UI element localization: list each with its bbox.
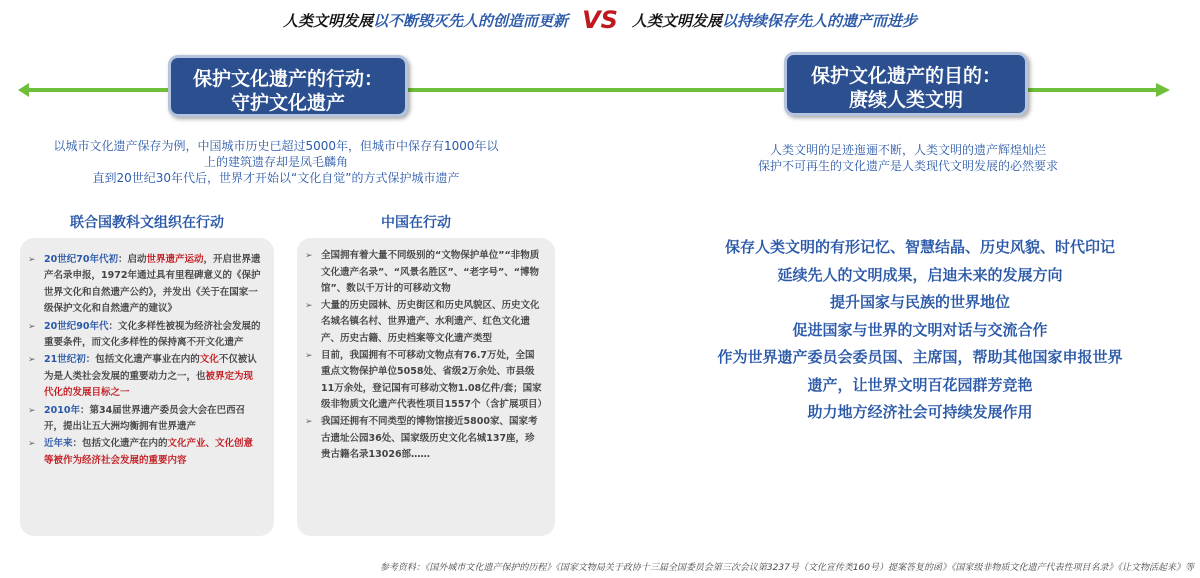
action-headline-box xyxy=(168,55,408,117)
title-right-rest: 以持续保存先人的遗产而进步 xyxy=(721,12,917,30)
action-intro xyxy=(26,138,526,186)
timeline-left-arrowhead-icon xyxy=(18,83,29,97)
significance-line: 助力地方经济社会可持续发展作用 xyxy=(807,403,1033,421)
significance-line: 促进国家与世界的文明对话与交流合作 xyxy=(792,320,1048,339)
list-item: ➢ 全国拥有着大量不同级别的“文物保护单位”“非物质文化遗产名录”、“风景名胜区”、“老字号”、“博物馆”、数以千万计的可移动文物 xyxy=(305,248,543,298)
purpose-headline-box xyxy=(784,52,1028,116)
purpose-intro-line1: 人类文明的足迹迤逦不断，人类文明的遗产辉煌灿烂 xyxy=(769,143,1046,157)
title-left-subject: 人类文明发展 xyxy=(283,12,374,30)
list-item: ➢ 20世纪70年代初：启动世界遗产运动，开启世界遗产名录申报，1972年通过具有里程碑意义的《保护世界文化和自然遗产公约》，并发出《关于在国家一级保护文化和自然遗产的建议》 xyxy=(28,252,262,318)
purpose-intro-line2: 保护不可再生的文化遗产是人类现代文明发展的必然要求 xyxy=(757,159,1058,173)
title-right-subject: 人类文明发展 xyxy=(631,12,722,30)
timeline-right-arrowhead-icon xyxy=(1156,83,1170,97)
unesco-heading: 联合国教科文组织在行动 xyxy=(70,215,224,231)
unesco-panel xyxy=(20,238,274,536)
china-heading: 中国在行动 xyxy=(381,215,451,231)
page-title xyxy=(0,6,1200,34)
list-item: ➢ 2010年：第34届世界遗产委员会大会在巴西召开，提出让五大洲均衡拥有世界遗产 xyxy=(28,403,262,436)
list-item: ➢ 近年来：包括文化遗产在内的文化产业、文化创意等被作为经济社会发展的重要内容 xyxy=(28,436,262,469)
significance-line: 保存人类文明的有形记忆、智慧结晶、历史风貌、时代印记 xyxy=(724,238,1115,256)
purpose-headline-line2: 赓续人类文明 xyxy=(848,89,963,111)
significance-line: 延续先人的文明成果，启迪未来的发展方向 xyxy=(777,265,1063,284)
list-item: ➢ 大量的历史园林、历史街区和历史风貌区、历史文化名城名镇名村、世界遗产、水利遗产、红色文化遗产、历史古籍、历史档案等文化遗产类型 xyxy=(305,298,543,348)
action-intro-line3: 直到20世纪30年代后，世界才开始以“文化自觉”的方式保护城市遗产 xyxy=(92,171,460,185)
purpose-intro xyxy=(716,142,1100,174)
title-left-rest: 以不断毁灭先人的创造而更新 xyxy=(373,12,569,30)
action-headline-line2: 守护文化遗产 xyxy=(230,92,345,114)
action-headline-line1: 保护文化遗产的行动： xyxy=(192,68,383,90)
list-item: ➢ 20世纪90年代：文化多样性被视为经济社会发展的重要条件，而文化多样性的保持离不开文化遗产 xyxy=(28,319,262,352)
list-item: ➢ 目前，我国拥有不可移动文物点有76.7万处，全国重点文物保护单位5058处、省级2万余处、市县级11万余处，登记国有可移动文物1.08亿件/套；国家级非物质文化遗产代表性项目1557个（含扩展项目） xyxy=(305,348,543,414)
significance-line: 提升国家与民族的世界地位 xyxy=(829,293,1010,311)
list-item: ➢ 我国还拥有不同类型的博物馆接近5800家、国家考古遗址公园36处、国家级历史文化名城137座，珍贵古籍名录13026部…… xyxy=(305,414,543,464)
significance-line: 遗产，让世界文明百花园群芳竞艳 xyxy=(807,375,1033,394)
references-footer: 参考资料：《国外城市文化遗产保护的历程》《国家文物局关于政协十三届全国委员会第三次会议第3237号（文化宣传类160号）提案答复的函》《国家级非物质文化遗产代表性项目名录》《让文物活起来》等 xyxy=(379,563,1194,573)
purpose-headline-line1: 保护文化遗产的目的： xyxy=(810,65,1001,87)
china-panel xyxy=(297,238,555,536)
action-intro-line2: 上的建筑遗存却是凤毛麟角 xyxy=(203,155,348,169)
significance-line: 作为世界遗产委员会委员国、主席国，帮助其他国家申报世界 xyxy=(717,348,1123,366)
vs-label: VS xyxy=(582,6,618,34)
significance-list xyxy=(640,234,1200,427)
action-intro-line1: 以城市文化遗产保存为例，中国城市历史已超过5000年，但城市中保存有1000年以 xyxy=(53,139,499,153)
list-item: ➢ 21世纪初：包括文化遗产事业在内的文化不仅被认为是人类社会发展的重要动力之一，也被界定为现代化的发展目标之一 xyxy=(28,352,262,401)
